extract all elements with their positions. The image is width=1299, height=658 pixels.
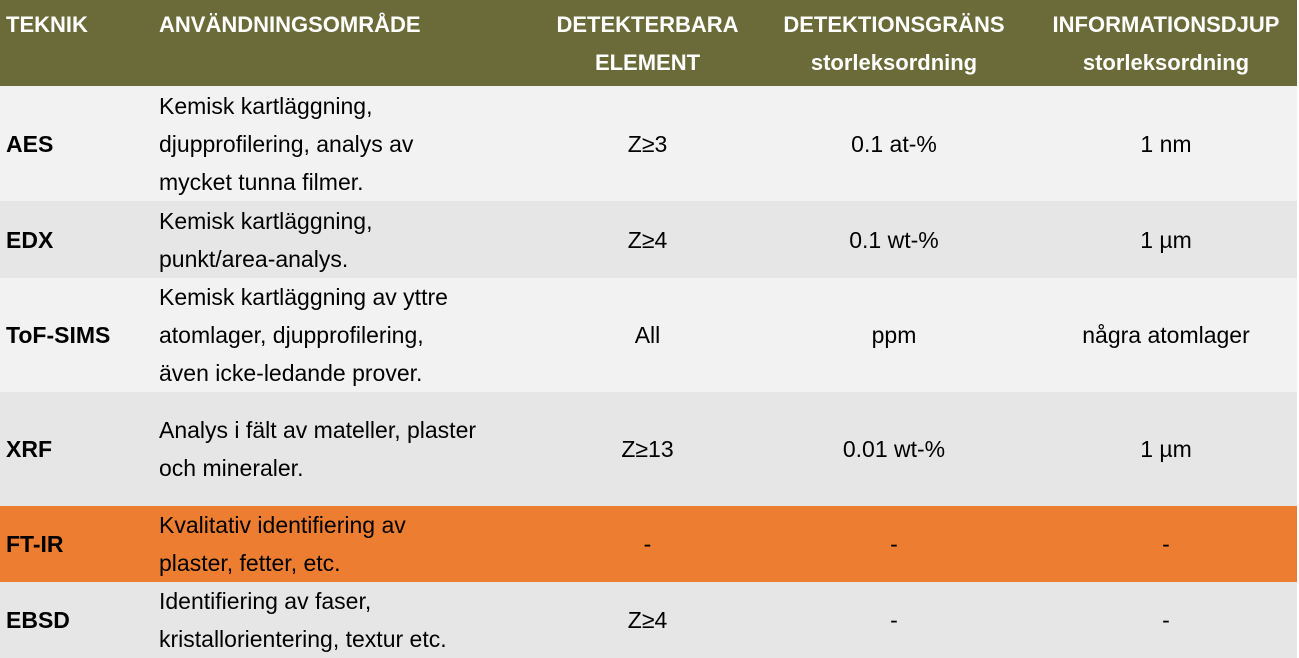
cell-djup: 1 µm: [1140, 436, 1192, 462]
header-informationsdjup: INFORMATIONSDJUP storleksordning: [1052, 12, 1280, 75]
header-row: [0, 0, 1297, 86]
cell-teknik: FT-IR: [6, 531, 64, 557]
cell-omrade: Analys i fält av mateller, plaster och mineraler.: [159, 417, 477, 481]
cell-element: Z≥4: [627, 226, 668, 253]
cell-element: All: [634, 322, 661, 348]
table-row-ebsd: [0, 582, 1297, 658]
cell-omrade: Kvalitativ identifiering av plaster, fetter, etc.: [159, 512, 406, 576]
table-row-aes: [0, 86, 1297, 201]
cell-djup: -: [1162, 607, 1170, 633]
cell-element: Z≥4: [627, 607, 668, 633]
cell-omrade: Kemisk kartläggning, punkt/area-analys.: [159, 207, 373, 272]
cell-djup: några atomlager: [1082, 322, 1250, 348]
cell-grans: ppm: [871, 322, 917, 348]
cell-grans: -: [890, 607, 898, 633]
cell-teknik: ToF-SIMS: [6, 322, 111, 348]
table-row-tof-sims: [0, 278, 1297, 392]
cell-element: -: [643, 531, 652, 557]
cell-teknik: EBSD: [6, 607, 70, 633]
cell-element: Z≥13: [621, 436, 674, 462]
cell-grans: -: [890, 531, 898, 557]
cell-grans: 0.1 wt-%: [849, 226, 939, 253]
cell-teknik: EDX: [6, 226, 54, 253]
table-row-edx: [0, 201, 1297, 278]
cell-djup: 1 µm: [1140, 226, 1192, 253]
cell-djup: -: [1162, 531, 1170, 557]
cell-teknik: AES: [6, 130, 54, 157]
cell-omrade: Kemisk kartläggning av yttre atomlager, djupprofilering, även icke-ledande prover.: [159, 284, 448, 386]
cell-grans: 0.01 wt-%: [842, 436, 946, 462]
header-anvandningsomrade: ANVÄNDNINGSOMRÅDE: [159, 12, 421, 37]
cell-teknik: XRF: [6, 436, 52, 462]
cell-omrade: Kemisk kartläggning, djupprofilering, analys av mycket tunna filmer.: [159, 92, 414, 195]
table-row-xrf: [0, 392, 1297, 506]
header-teknik: TEKNIK: [6, 12, 88, 37]
cell-element: Z≥3: [627, 130, 668, 157]
header-detektionsgrans: DETEKTIONSGRÄNS storleksordning: [783, 12, 1005, 75]
header-detekterbara-element: DETEKTERBARA ELEMENT: [556, 12, 739, 75]
table-row-ft-ir: [0, 506, 1297, 582]
cell-grans: 0.1 at-%: [851, 130, 937, 157]
cell-omrade: Identifiering av faser, kristallorientering, textur etc.: [159, 588, 447, 652]
cell-djup: 1 nm: [1140, 130, 1192, 157]
